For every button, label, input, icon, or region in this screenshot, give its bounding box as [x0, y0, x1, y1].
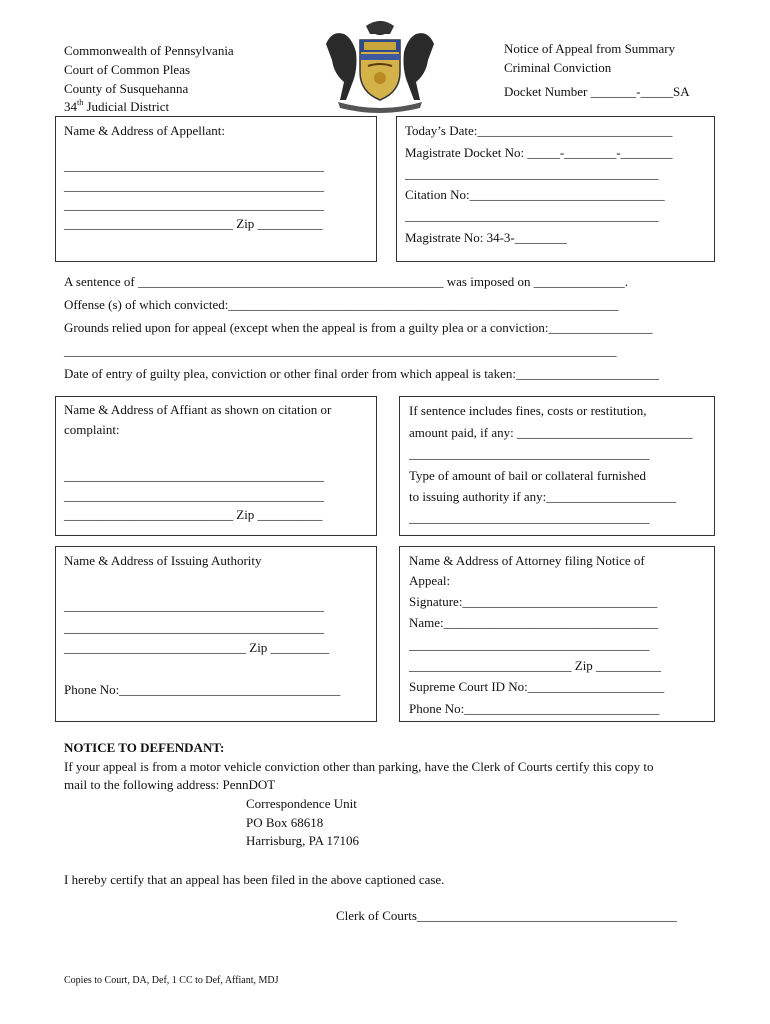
- attorney-box-title-2: Appeal:: [409, 573, 451, 588]
- issuing-address-field[interactable]: ________________________________________: [64, 620, 324, 635]
- appellant-address-field-1[interactable]: ________________________________________: [64, 178, 324, 193]
- magistrate-number-field[interactable]: Magistrate No: 34-3-________: [405, 230, 567, 245]
- attorney-address-field[interactable]: _____________________________________: [409, 637, 650, 652]
- notice-title-line2: Criminal Conviction: [504, 60, 612, 75]
- docket-blank-line[interactable]: _______________________________________: [405, 166, 659, 181]
- attorney-phone-field[interactable]: Phone No:______________________________: [409, 701, 660, 716]
- citation-number-field[interactable]: Citation No:______________________________: [405, 187, 665, 202]
- clerk-of-courts-signature-field[interactable]: Clerk of Courts________________________________________: [336, 908, 677, 923]
- docket-number-field[interactable]: Docket Number _______-_____SA: [504, 84, 690, 99]
- amount-paid-field[interactable]: amount paid, if any: ___________________________: [409, 425, 693, 440]
- amount-paid-blank-line[interactable]: _____________________________________: [409, 446, 650, 461]
- district-ordinal: th: [77, 98, 84, 107]
- affiant-address-field[interactable]: ________________________________________: [64, 488, 324, 503]
- header-county: County of Susquehanna: [64, 81, 189, 96]
- penndot-address-line1: Correspondence Unit: [246, 796, 357, 811]
- header-commonwealth: Commonwealth of Pennsylvania: [64, 43, 234, 58]
- attorney-zip-field[interactable]: _________________________ Zip __________: [409, 658, 662, 673]
- appellant-zip-field[interactable]: __________________________ Zip __________: [64, 216, 323, 231]
- offense-field[interactable]: Offense (s) of which convicted:____________________________________________________________: [64, 297, 619, 312]
- header-district: [64, 99, 169, 115]
- penndot-address-line2: PO Box 68618: [246, 815, 324, 830]
- notice-text-line2: mail to the following address: PennDOT: [64, 777, 276, 792]
- grounds-field[interactable]: Grounds relied upon for appeal (except when the appeal is from a guilty plea or a conviction:________________: [64, 320, 653, 335]
- coat-of-arms-icon: [318, 14, 442, 114]
- district-number: 34: [64, 99, 77, 114]
- appellant-name-field[interactable]: ________________________________________: [64, 158, 324, 173]
- bail-label: Type of amount of bail or collateral furnished: [409, 468, 646, 483]
- grounds-blank-line[interactable]: _____________________________________________________________________________________: [64, 343, 617, 358]
- issuing-authority-title: Name & Address of Issuing Authority: [64, 553, 262, 568]
- copies-footer: Copies to Court, DA, Def, 1 CC to Def, Affiant, MDJ: [64, 975, 279, 986]
- issuing-phone-field[interactable]: Phone No:__________________________________: [64, 682, 341, 697]
- affiant-box-title-2: complaint:: [64, 422, 120, 437]
- attorney-signature-field[interactable]: Signature:______________________________: [409, 594, 658, 609]
- todays-date-field[interactable]: Today’s Date:______________________________: [405, 123, 673, 138]
- bail-field[interactable]: to issuing authority if any:____________________: [409, 489, 677, 504]
- affiant-name-field[interactable]: ________________________________________: [64, 468, 324, 483]
- appellant-address-field-2[interactable]: ________________________________________: [64, 197, 324, 212]
- affiant-box-title: Name & Address of Affiant as shown on citation or: [64, 402, 332, 417]
- header-court: Court of Common Pleas: [64, 62, 191, 77]
- appellant-box-title: Name & Address of Appellant:: [64, 123, 226, 138]
- notice-title-line1: Notice of Appeal from Summary: [504, 41, 676, 56]
- sentence-imposed-field[interactable]: A sentence of _______________________________________________ was imposed on ______________.: [64, 274, 629, 289]
- citation-blank-line[interactable]: _______________________________________: [405, 208, 659, 223]
- fines-label: If sentence includes fines, costs or restitution,: [409, 403, 647, 418]
- magistrate-docket-field[interactable]: Magistrate Docket No: _____-________-________: [405, 145, 673, 160]
- issuing-name-field[interactable]: ________________________________________: [64, 598, 324, 613]
- certification-statement: I hereby certify that an appeal has been filed in the above captioned case.: [64, 872, 445, 887]
- affiant-zip-field[interactable]: __________________________ Zip __________: [64, 507, 323, 522]
- date-of-entry-field[interactable]: Date of entry of guilty plea, conviction or other final order from which appeal is taken:______________________: [64, 366, 659, 381]
- attorney-box-title: Name & Address of Attorney filing Notice of: [409, 553, 645, 568]
- issuing-zip-field[interactable]: ____________________________ Zip _________: [64, 640, 330, 655]
- supreme-court-id-field[interactable]: Supreme Court ID No:_____________________: [409, 679, 665, 694]
- attorney-name-field[interactable]: Name:_________________________________: [409, 615, 659, 630]
- bail-blank-line[interactable]: _____________________________________: [409, 510, 650, 525]
- penndot-address-line3: Harrisburg, PA 17106: [246, 833, 360, 848]
- notice-heading: NOTICE TO DEFENDANT:: [64, 740, 225, 755]
- notice-text-line1: If your appeal is from a motor vehicle conviction other than parking, have the Clerk of Courts certify this copy to: [64, 759, 654, 774]
- district-label: Judicial District: [83, 99, 170, 114]
